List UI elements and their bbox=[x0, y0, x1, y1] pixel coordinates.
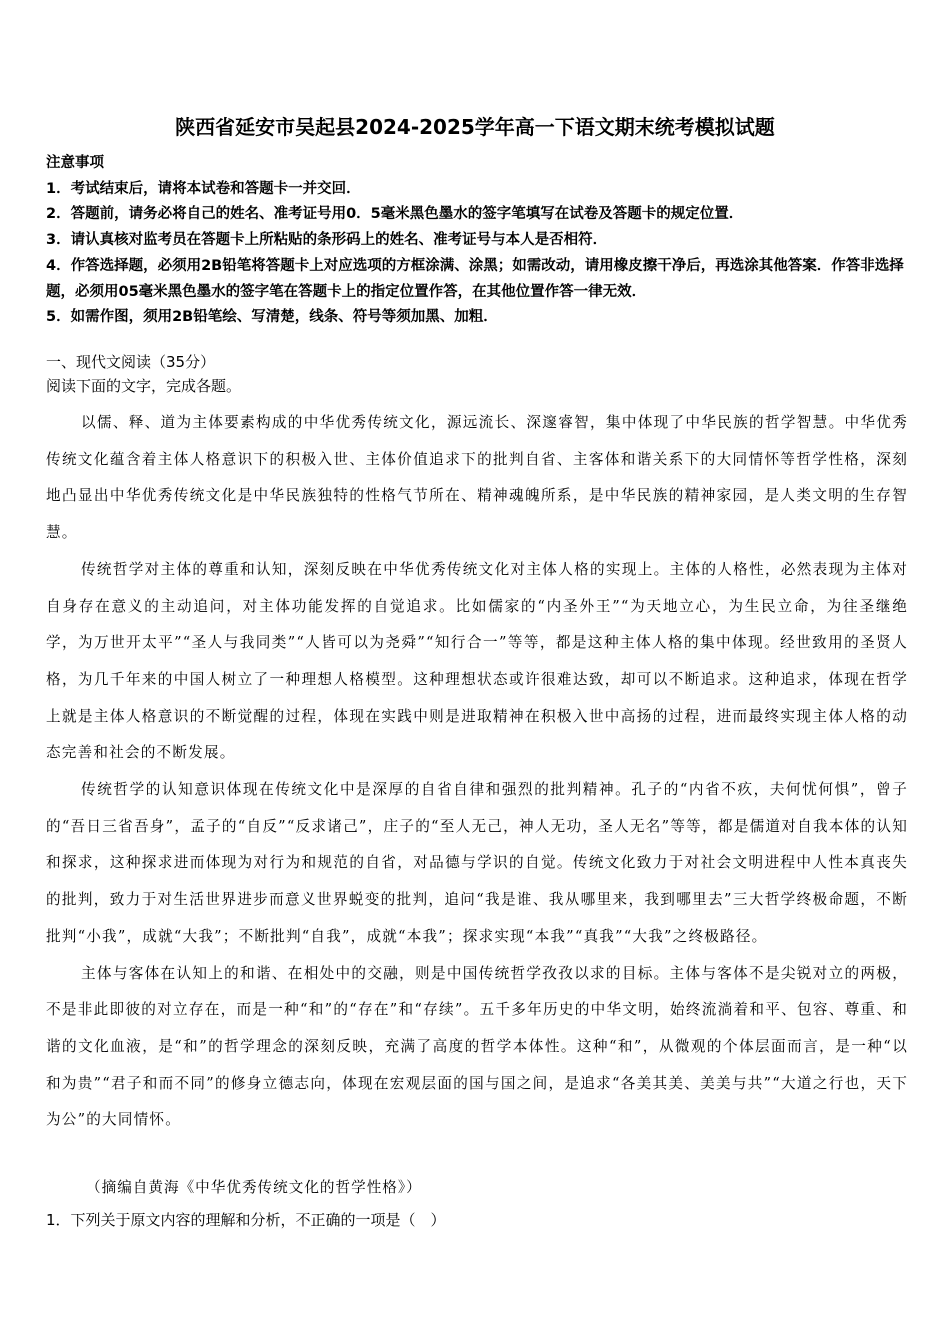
notice-item: 5．如需作图，须用2B铅笔绘、写清楚，线条、符号等须加黑、加粗． bbox=[46, 309, 498, 326]
notice-item: 4．作答选择题，必须用2B铅笔将答题卡上对应选项的方框涂满、涂黑；如需改动，请用橡皮擦干净后，再选涂其他答案．作答非选择题，必须用05毫米黑色墨水的签字笔在答题卡上的指定位置作答，在其他位置作答一律无效． bbox=[46, 257, 904, 300]
notice-item: 2．答题前，请务必将自己的姓名、准考证号用0．5毫米黑色墨水的签字笔填写在试卷及答题卡的规定位置． bbox=[46, 206, 744, 223]
reading-passage bbox=[46, 405, 908, 1139]
passage-source: （摘编自黄海《中华优秀传统文化的哲学性格》） bbox=[86, 1179, 422, 1196]
section-heading: 一、现代文阅读（35分） bbox=[46, 353, 216, 371]
notice-item: 3．请认真核对监考员在答题卡上所粘贴的条形码上的姓名、准考证号与本人是否相符． bbox=[46, 232, 608, 249]
passage-paragraph: 以儒、释、道为主体要素构成的中华优秀传统文化，源远流长、深邃睿智，集中体现了中华民族的哲学智慧。中华优秀传统文化蕴含着主体人格意识下的积极入世、主体价值追求下的批判自省、主客体和谐关系下的大同情怀等哲学性格，深刻地凸显出中华优秀传统文化是中华民族独特的性格气节所在、精神魂魄所系，是中华民族的精神家园，是人类文明的生存智慧。 bbox=[46, 414, 908, 542]
notice-heading: 注意事项 bbox=[46, 155, 104, 171]
question-1: 1．下列关于原文内容的理解和分析，不正确的一项是（ ） bbox=[46, 1211, 446, 1229]
notice-item: 1．考试结束后，请将本试卷和答题卡一并交回． bbox=[46, 180, 361, 197]
section-instruction: 阅读下面的文字，完成各题。 bbox=[46, 377, 242, 395]
page-title: 陕西省延安市吴起县2024-2025学年高一下语文期末统考模拟试题 bbox=[175, 115, 775, 139]
notice-block bbox=[46, 151, 916, 331]
passage-paragraph: 传统哲学的认知意识体现在传统文化中是深厚的自省自律和强烈的批判精神。孔子的“内省不疚，夫何忧何惧”，曾子的“吾日三省吾身”，孟子的“自反”“反求诸己”，庄子的“至人无己，神人无功，圣人无名”等等，都是儒道对自我本体的认知和探求，这种探求进而体现为对行为和规范的自省，对品德与学识的自觉。传统文化致力于对社会文明进程中人性本真丧失的批判，致力于对生活世界进步而意义世界蜕变的批判，追问“我是谁、我从哪里来，我到哪里去”三大哲学终极命题，不断批判“小我”，成就“大我”；不断批判“自我”，成就“本我”；探求实现“本我”“真我”“大我”之终极路径。 bbox=[46, 781, 908, 945]
passage-paragraph: 传统哲学对主体的尊重和认知，深刻反映在中华优秀传统文化对主体人格的实现上。主体的人格性，必然表现为主体对自身存在意义的主动追问，对主体功能发挥的自觉追求。比如儒家的“内圣外王”“为天地立心，为生民立命，为往圣继绝学，为万世开太平”“圣人与我同类”“人皆可以为尧舜”“知行合一”等等，都是这种主体人格的集中体现。经世致用的圣贤人格，为几千年来的中国人树立了一种理想人格模型。这种理想状态或许很难达致，却可以不断追求。这种追求，体现在哲学上就是主体人格意识的不断觉醒的过程，体现在实践中则是进取精神在积极入世中高扬的过程，进而最终实现主体人格的动态完善和社会的不断发展。 bbox=[46, 560, 908, 762]
passage-paragraph: 主体与客体在认知上的和谐、在相处中的交融，则是中国传统哲学孜孜以求的目标。主体与客体不是尖锐对立的两极，不是非此即彼的对立存在，而是一种“和”的“存在”和“存续”。五千多年历史的中华文明，始终流淌着和平、包容、尊重、和谐的文化血液，是“和”的哲学理念的深刻反映，充满了高度的哲学本体性。这种“和”，从微观的个体层面而言，是一种“以和为贵”“君子和而不同”的修身立德志向，体现在宏观层面的国与国之间，是追求“各美其美、美美与共”“大道之行也，天下为公”的大同情怀。 bbox=[46, 964, 908, 1129]
